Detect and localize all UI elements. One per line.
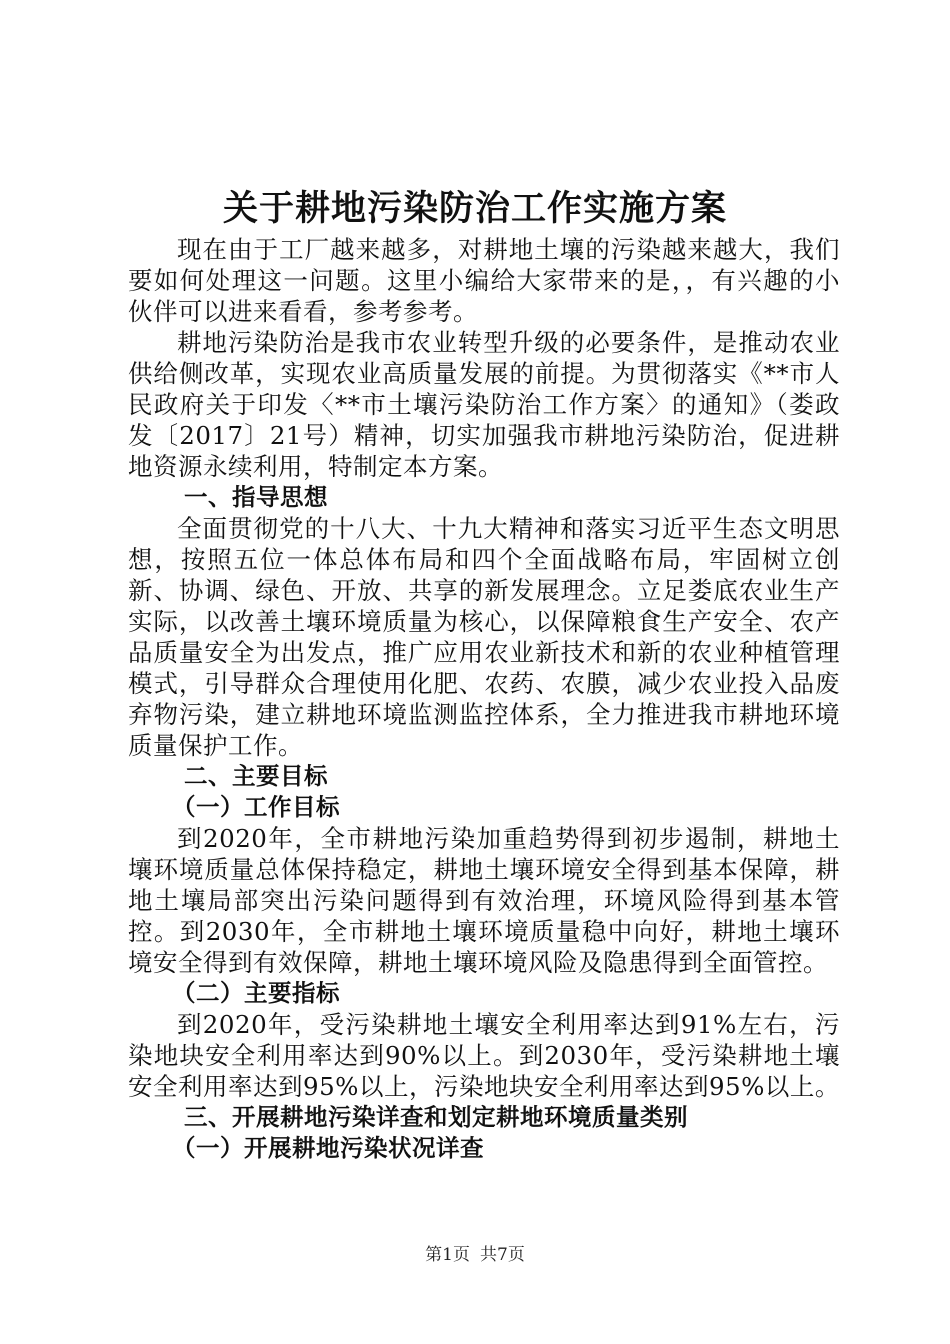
page-number-current: 第1页 [425,1245,470,1265]
section-1-heading: 一、指导思想 [184,483,328,511]
section-2-sub-2-paragraph: 到2020年，受污染耕地土壤安全利用率达到91%左右，污染地块安全利用率达到90%以上。到2030年，受污染耕地土壤安全利用率达到95%以上，污染地块安全利用率达到95%以上。 [128,1010,840,1101]
page-number-total: 共7页 [480,1245,525,1265]
section-3-heading: 三、开展耕地污染详查和划定耕地环境质量类别 [184,1103,688,1131]
section-2-sub-2-heading: （二）主要指标 [172,979,340,1007]
intro-paragraph-1: 现在由于工厂越来越多，对耕地土壤的污染越来越大，我们要如何处理这一问题。这里小编给大家带来的是，，有兴趣的小伙伴可以进来看看，参考参考。 [128,235,840,326]
document-title: 关于耕地污染防治工作实施方案 [222,189,727,229]
section-2-heading: 二、主要目标 [184,762,328,790]
intro-paragraph-2: 耕地污染防治是我市农业转型升级的必要条件，是推动农业供给侧改革，实现农业高质量发展的前提。为贯彻落实《**市人民政府关于印发〈**市土壤污染防治工作方案〉的通知》（娄政发〔2017〕21号）精神，切实加强我市耕地污染防治，促进耕地资源永续利用，特制定本方案。 [128,328,840,481]
section-3-sub-1-heading: （一）开展耕地污染状况详查 [172,1134,484,1162]
section-2-sub-1-heading: （一）工作目标 [172,793,340,821]
section-1-paragraph: 全面贯彻党的十八大、十九大精神和落实习近平生态文明思想，按照五位一体总体布局和四个全面战略布局，牢固树立创新、协调、绿色、开放、共享的新发展理念。立足娄底农业生产实际，以改善土壤环境质量为核心，以保障粮食生产安全、农产品质量安全为出发点，推广应用农业新技术和新的农业种植管理模式，引导群众合理使用化肥、农药、农膜，减少农业投入品废弃物污染，建立耕地环境监测监控体系，全力推进我市耕地环境质量保护工作。 [128,514,840,760]
page-footer [0,1244,950,1266]
document-body [128,234,840,1164]
section-2-sub-1-paragraph: 到2020年，全市耕地污染加重趋势得到初步遏制，耕地土壤环境质量总体保持稳定，耕地土壤环境安全得到基本保障，耕地土壤局部突出污染问题得到有效治理，环境风险得到基本管控。到2030年，全市耕地土壤环境质量稳中向好，耕地土壤环境安全得到有效保障，耕地土壤环境风险及隐患得到全面管控。 [128,824,840,977]
